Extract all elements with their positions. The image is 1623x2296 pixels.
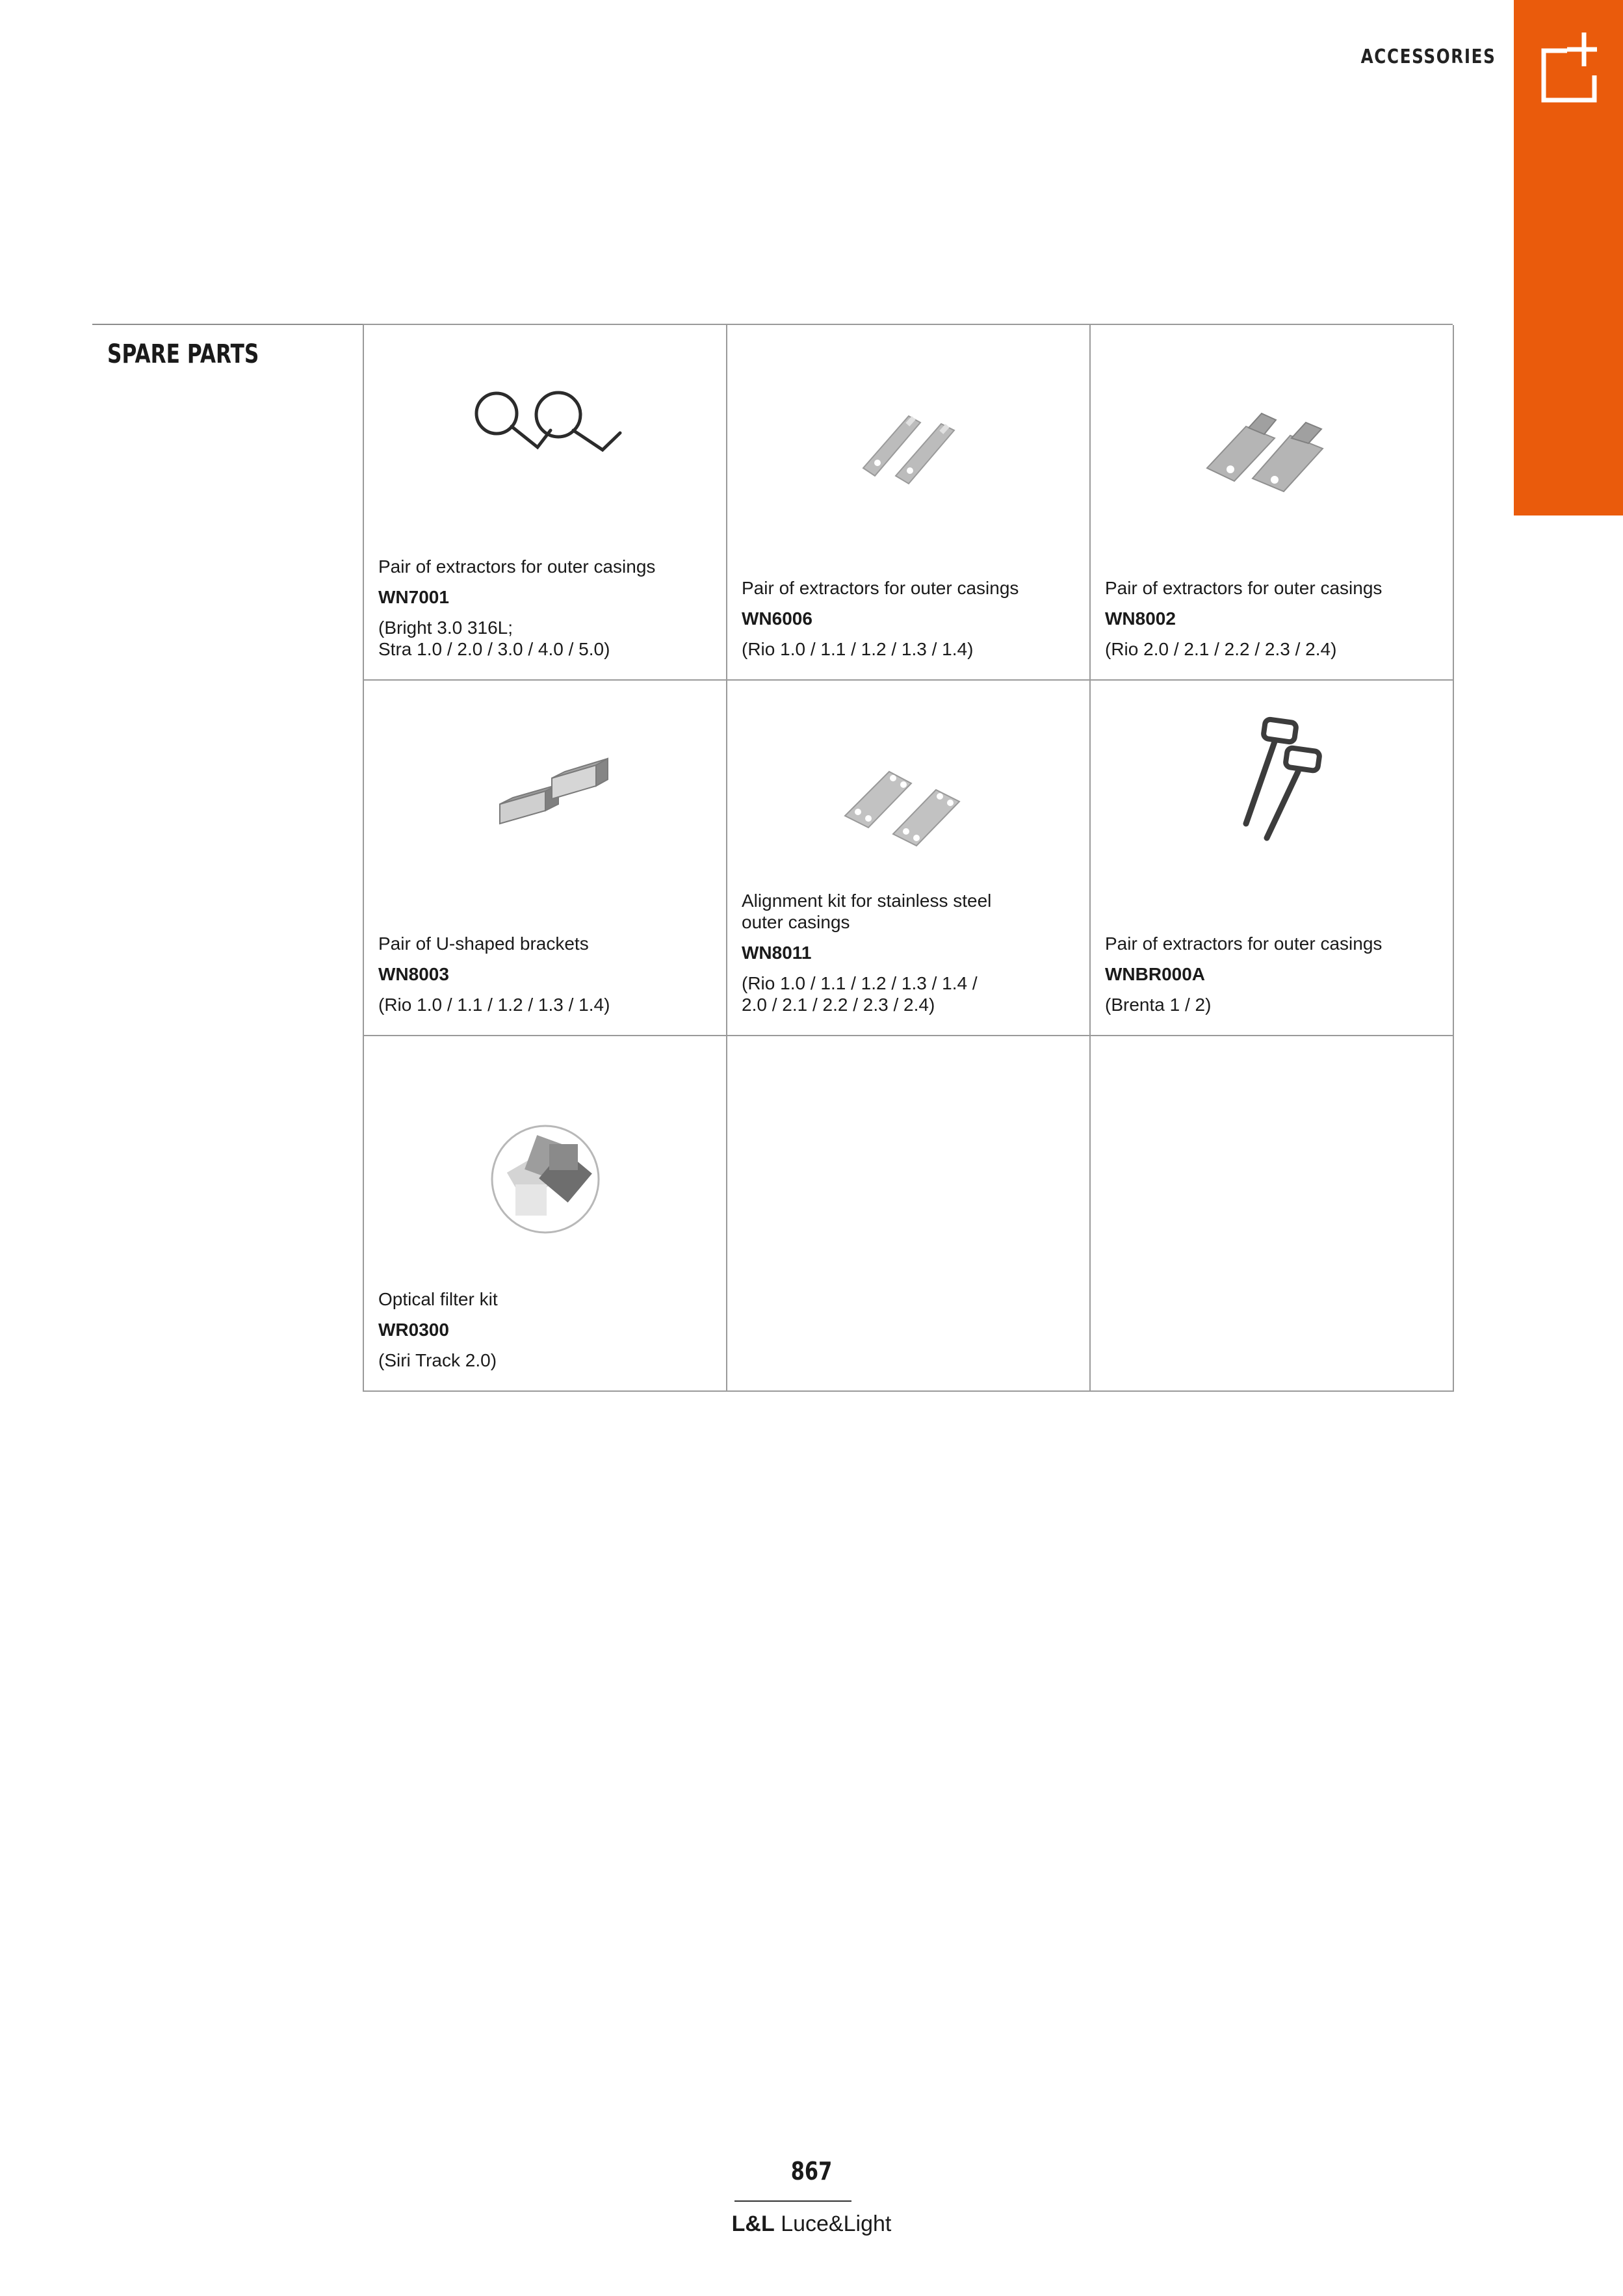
product-cell [727, 325, 1091, 681]
footer-divider [734, 2200, 851, 2202]
product-cell [727, 681, 1091, 1036]
bracket-plus-icon [1541, 29, 1597, 104]
product-image [364, 371, 726, 501]
product-code: WR0300 [378, 1320, 449, 1340]
product-cell [364, 325, 727, 681]
product-image [727, 726, 1089, 856]
product-text [742, 890, 1076, 1015]
product-compatibility: (Bright 3.0 316L; Stra 1.0 / 2.0 / 3.0 / 4.0 / 5.0) [378, 618, 610, 659]
product-name: Pair of extractors for outer casings [1105, 578, 1383, 598]
product-cell [1091, 325, 1454, 681]
product-name: Pair of U-shaped brackets [378, 933, 589, 954]
section-tab [1514, 0, 1623, 515]
product-name: Pair of extractors for outer casings [742, 578, 1019, 598]
divider [92, 324, 363, 325]
key-extractor-icon [1207, 713, 1337, 843]
product-text [1105, 577, 1440, 660]
page-number: 867 [790, 2157, 833, 2185]
product-code: WN6006 [742, 608, 812, 629]
optical-filter-icon [487, 1121, 604, 1238]
alignment-plate-icon [831, 726, 987, 856]
product-code: WN8002 [1105, 608, 1176, 629]
product-image [364, 1121, 726, 1251]
product-text [378, 1288, 713, 1371]
product-text [378, 556, 713, 660]
product-code: WN7001 [378, 587, 449, 607]
product-compatibility: (Brenta 1 / 2) [1105, 995, 1212, 1015]
product-code: WN8003 [378, 964, 449, 984]
brand-footer [0, 2211, 1623, 2237]
product-text [1105, 933, 1440, 1015]
empty-cell [727, 1036, 1091, 1392]
section-label: ACCESSORIES [1360, 46, 1496, 68]
product-compatibility: (Rio 1.0 / 1.1 / 1.2 / 1.3 / 1.4 / 2.0 / 2.1 / 2.2 / 2.3 / 2.4) [742, 973, 978, 1015]
product-image [1091, 371, 1453, 501]
product-cell [1091, 681, 1454, 1036]
product-compatibility: (Siri Track 2.0) [378, 1350, 497, 1370]
product-name: Alignment kit for stainless steel outer casings [742, 891, 992, 932]
wide-extractor-icon [1194, 371, 1350, 501]
brand-rest: Luce&Light [774, 2211, 892, 2236]
flat-extractor-icon [837, 371, 980, 501]
product-compatibility: (Rio 2.0 / 2.1 / 2.2 / 2.3 / 2.4) [1105, 639, 1337, 659]
product-image [727, 371, 1089, 501]
u-bracket-icon [474, 726, 617, 856]
product-name: Pair of extractors for outer casings [378, 556, 656, 577]
product-code: WN8011 [742, 943, 812, 963]
product-text [378, 933, 713, 1015]
product-compatibility: (Rio 1.0 / 1.1 / 1.2 / 1.3 / 1.4) [378, 995, 610, 1015]
product-name: Optical filter kit [378, 1289, 498, 1309]
spare-parts-grid [363, 324, 1453, 1392]
product-compatibility: (Rio 1.0 / 1.1 / 1.2 / 1.3 / 1.4) [742, 639, 974, 659]
empty-cell [1091, 1036, 1454, 1392]
spring-extractor-icon [461, 371, 630, 501]
product-name: Pair of extractors for outer casings [1105, 933, 1383, 954]
product-image [1091, 713, 1453, 843]
product-cell [364, 1036, 727, 1392]
product-text [742, 577, 1076, 660]
product-code: WNBR000A [1105, 964, 1206, 984]
product-image [364, 726, 726, 856]
product-cell [364, 681, 727, 1036]
page-title: SPARE PARTS [107, 339, 259, 369]
brand-bold: L&L [731, 2211, 775, 2236]
